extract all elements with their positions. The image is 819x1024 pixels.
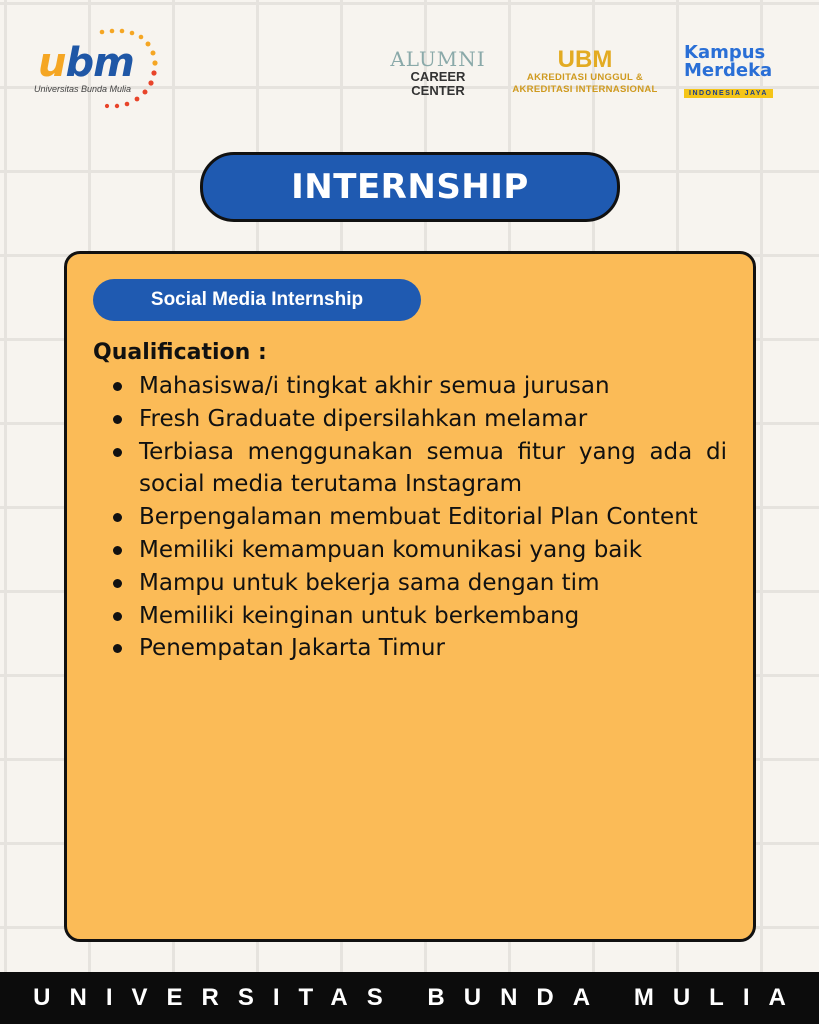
bullet-icon — [113, 546, 122, 555]
bullet-icon — [113, 415, 122, 424]
ubm-logo — [32, 26, 162, 116]
job-card — [64, 251, 756, 942]
bullet-icon — [113, 448, 122, 457]
qualification-heading: Qualification : — [93, 340, 267, 365]
bullet-icon — [113, 644, 122, 653]
accreditation-logo-line2: AKREDITASI UNGGUL & — [526, 72, 644, 83]
list-item: Mahasiswa/i tingkat akhir semua jurusan — [107, 370, 727, 403]
list-item: Memiliki keinginan untuk berkembang — [107, 600, 727, 633]
footer-bar — [0, 972, 819, 1024]
kampus-merdeka-line2: Merdeka — [684, 60, 773, 81]
list-item: Terbiasa menggunakan semua fitur yang ada di social media terutama Instagram — [107, 436, 727, 502]
position-label-pill — [93, 279, 421, 321]
list-item: Memiliki kemampuan komunikasi yang baik — [107, 534, 727, 567]
accreditation-logo-line3: AKREDITASI INTERNASIONAL — [512, 84, 658, 95]
qualification-list — [107, 370, 727, 665]
bullet-icon — [113, 612, 122, 621]
list-item: Berpengalaman membuat Editorial Plan Content — [107, 501, 727, 534]
position-label: Social Media Internship — [150, 289, 364, 310]
kampus-merdeka-line1: Kampus — [684, 42, 766, 63]
ubm-wordmark: ubm — [38, 40, 134, 86]
alumni-career-center-logo — [386, 48, 490, 98]
accreditation-logo-line1: UBM — [557, 46, 613, 73]
bullet-icon — [113, 382, 122, 391]
page-title: INTERNSHIP — [291, 167, 529, 207]
list-item: Penempatan Jakarta Timur — [107, 632, 727, 665]
kampus-merdeka-line3: INDONESIA JAYA — [684, 89, 773, 98]
ubm-tagline: Universitas Bunda Mulia — [34, 84, 132, 94]
footer-text: UNIVERSITAS BUNDA MULIA — [33, 984, 805, 1011]
kampus-merdeka-logo — [684, 44, 794, 99]
page-title-pill — [200, 152, 620, 222]
list-item: Fresh Graduate dipersilahkan melamar — [107, 403, 727, 436]
alumni-logo-line2: CAREER CENTER — [410, 69, 466, 98]
bullet-icon — [113, 513, 122, 522]
list-item: Mampu untuk bekerja sama dengan tim — [107, 567, 727, 600]
alumni-logo-line1: ALUMNI — [390, 47, 486, 71]
accreditation-logo — [504, 48, 666, 96]
bullet-icon — [113, 579, 122, 588]
